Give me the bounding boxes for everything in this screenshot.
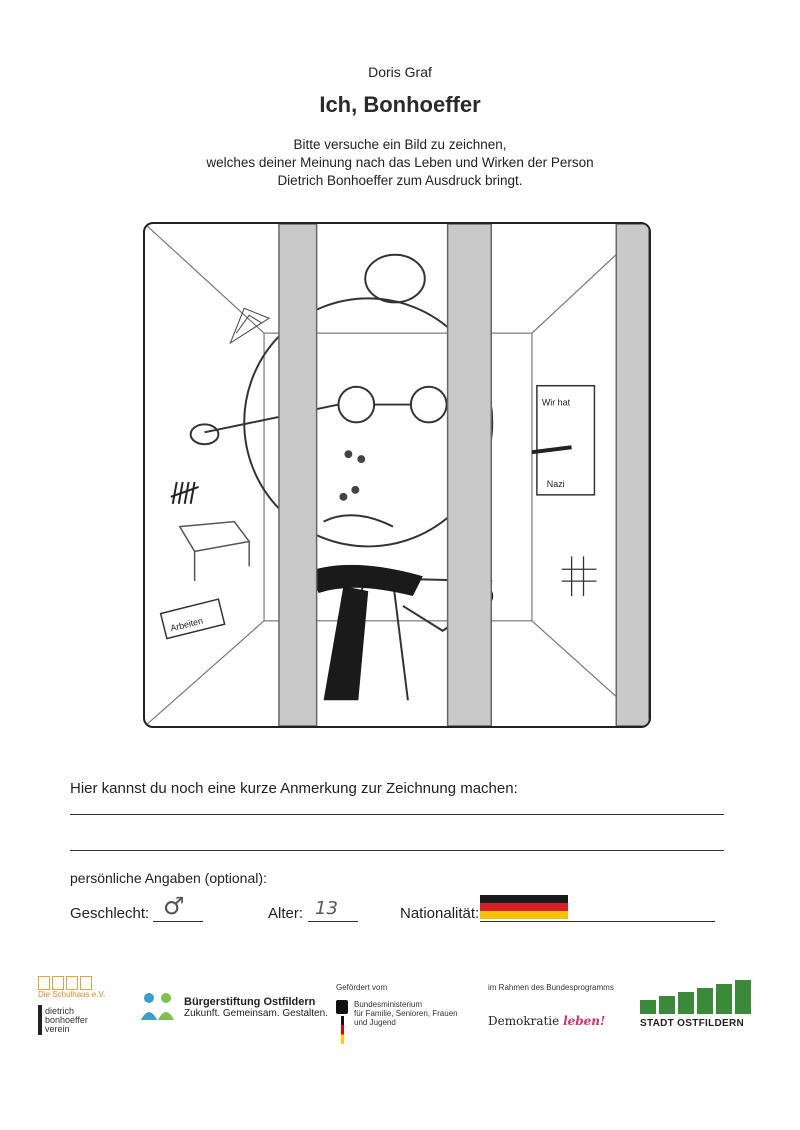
dbv-line: dietrich [45,1005,75,1016]
ministry-line: und Jugend [354,1018,396,1027]
floor-sign [161,599,225,638]
prison-cell-drawing [145,224,649,726]
wall-note-line: Nazi [546,478,565,489]
nationality-label: Nationalität: [400,905,480,922]
schulhaus-logo [38,968,128,1035]
eagle-icon [336,1000,348,1044]
buergerstiftung-name: Bürgerstiftung Ostfildern [184,995,316,1008]
floor-sign-text: Arbeiten [169,615,204,634]
instruction-line: Bitte versuche ein Bild zu zeichnen, [293,137,507,152]
comment-label: Hier kannst du noch eine kurze Anmerkung zur Zeichnung machen: [70,780,518,797]
instructions [0,136,800,190]
gender-field[interactable] [153,921,203,922]
comment-line[interactable] [70,850,724,851]
demokratie-leben-logo [488,983,614,1028]
tally-marks [171,482,199,504]
tears [339,450,365,501]
comment-line[interactable] [70,814,724,815]
wall-note [532,386,595,495]
instruction-line: Dietrich Bonhoeffer zum Ausdruck bringt. [277,173,523,188]
schulhaus-name: Die Schulhaus e.V. [38,990,106,999]
nationality-field[interactable] [480,921,715,922]
spider-web [230,308,269,343]
drawing-frame [143,222,651,728]
author-name: Doris Graf [368,64,432,80]
bmfsfj-logo [336,983,458,1044]
buergerstiftung-slogan: Zukunft. Gemeinsam. Gestalten. [184,1007,328,1019]
bed [180,522,249,582]
gender-label: Geschlecht: [70,905,150,922]
age-label: Alter: [268,905,304,922]
age-value: 13 [315,898,338,919]
ministry-line: für Familie, Senioren, Frauen [354,1009,458,1018]
gefoerdert-label: Gefördert vom [336,983,388,992]
tic-tac-toe [562,556,597,596]
age-field[interactable] [308,921,358,922]
dbv-line: verein [45,1023,70,1034]
gender-value: ♂ [163,892,185,920]
instruction-line: welches deiner Meinung nach das Leben und Wirken der Person [206,155,594,170]
worksheet-title: Ich, Bonhoeffer [319,92,481,117]
dbv-name [45,1007,88,1034]
leben-word: leben! [563,1014,606,1028]
dbv-line: bonhoeffer [45,1014,88,1025]
stadt-ostfildern-logo [640,980,756,1029]
personal-heading: persönliche Angaben (optional): [70,870,267,886]
german-flag-scribble [480,895,568,919]
people-icon [140,992,176,1022]
buergerstiftung-logo [140,992,328,1022]
stadt-name: STADT OSTFILDERN [640,1018,745,1029]
demokratie-word: Demokratie [488,1014,560,1028]
rahmen-label: im Rahmen des Bundesprogramms [488,983,614,992]
wall-note-line: Wir hat [541,397,571,408]
ministry-line: Bundesministerium [354,1000,423,1009]
